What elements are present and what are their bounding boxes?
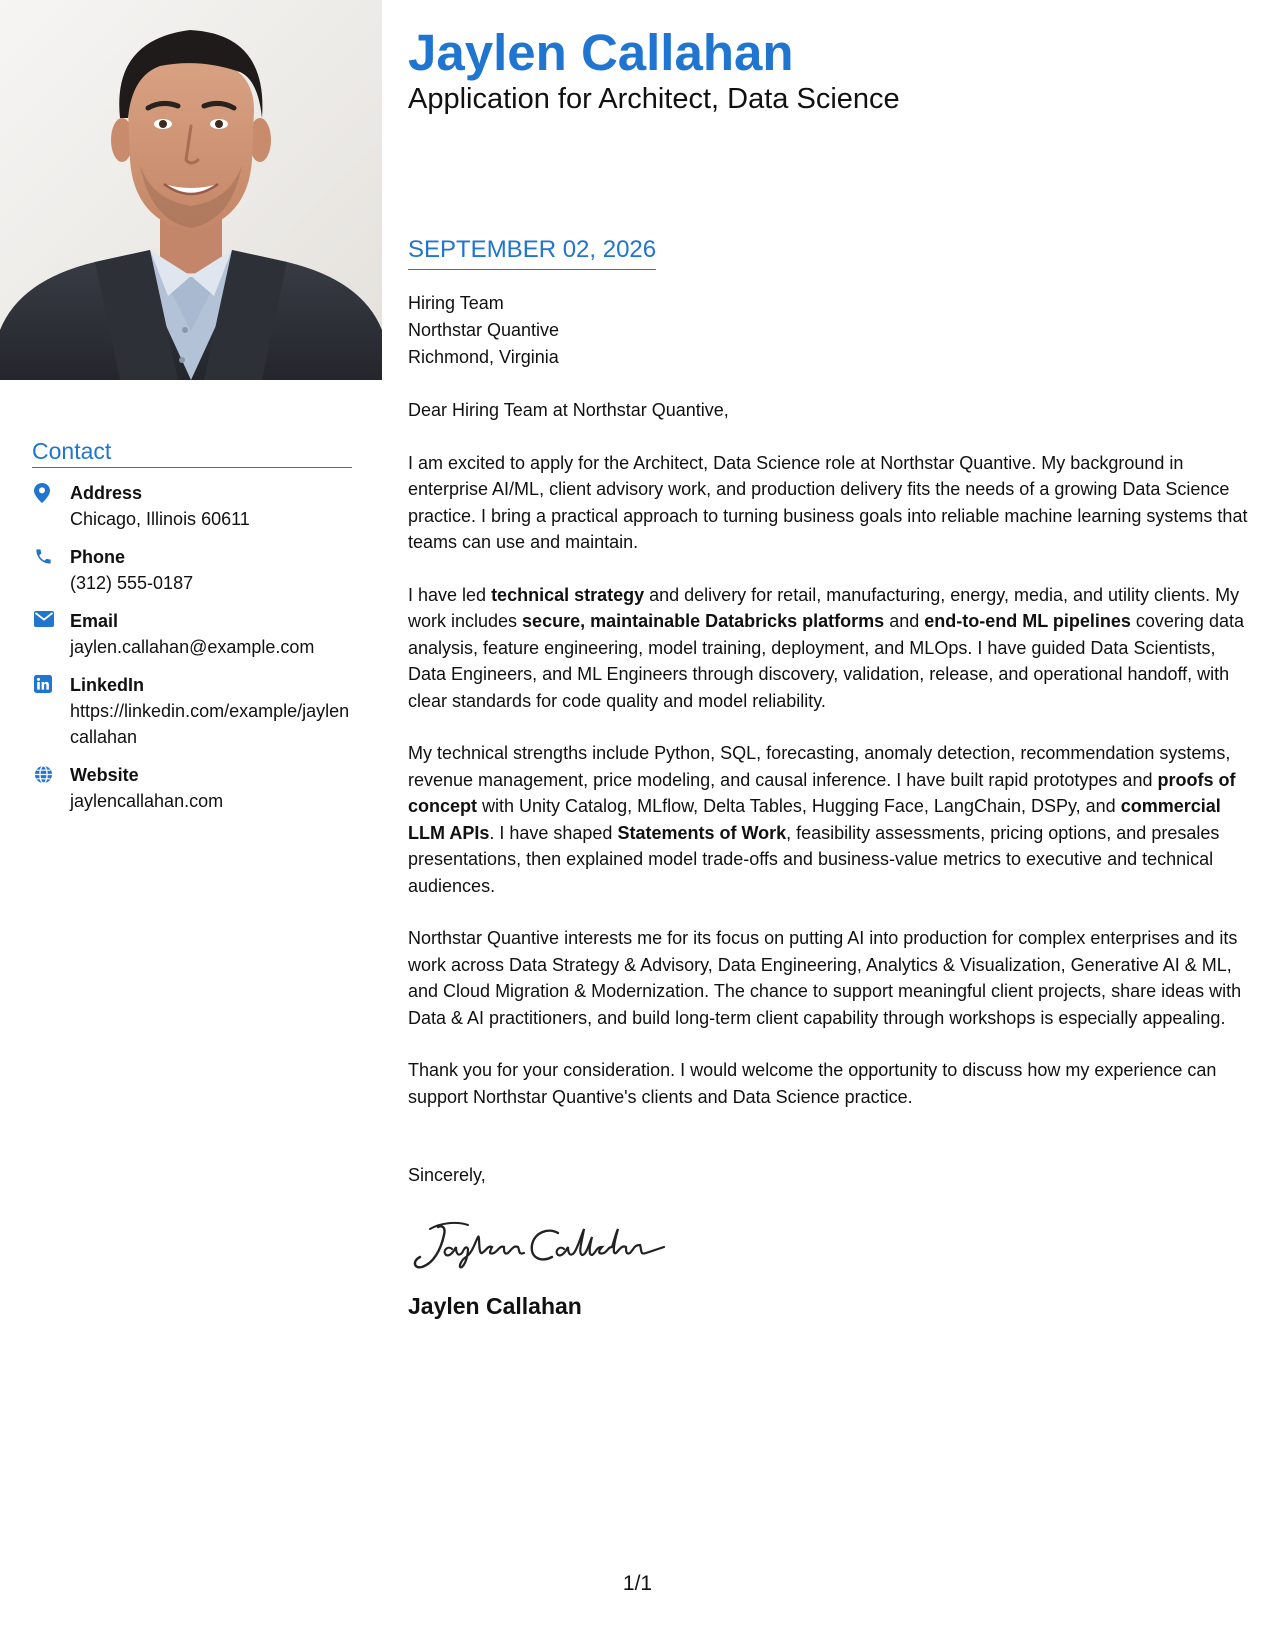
contact-item-phone: [32, 544, 352, 596]
contact-label: Website: [70, 765, 139, 785]
letter-paragraph: [408, 925, 1253, 1031]
contact-value: (312) 555-0187: [70, 573, 194, 593]
body-text: with Unity Catalog, MLflow, Delta Tables, Hugging Face, LangChain, DSPy, and: [477, 796, 1121, 816]
body-text: Northstar Quantive interests me for its focus on putting AI into production for complex enterprises and its work across Data Strategy & Advisory, Data Engineering, Analytics & Visualization, Generative AI & ML, and Cloud Migration & Modernization. The chance to support meaningful client projects, share ideas with Data & AI practitioners, and build long-term client capability through workshops is especially appealing.: [408, 928, 1242, 1028]
contact-value[interactable]: jaylen.callahan@example.com: [70, 637, 315, 657]
closing: Sincerely,: [408, 1165, 486, 1185]
contact-section: [32, 438, 352, 826]
recipient-block: [408, 290, 1253, 371]
emphasis-text: technical strategy: [491, 584, 645, 605]
emphasis-text: end-to-end ML pipelines: [924, 611, 1131, 631]
phone-icon: [32, 544, 70, 566]
sidebar: [0, 0, 382, 1650]
application-title: Application for Architect, Data Science: [408, 83, 900, 115]
globe-icon: [32, 762, 70, 784]
page-number: 1/1: [622, 1572, 653, 1595]
body-text: and: [884, 611, 925, 631]
letter-paragraph: [408, 740, 1253, 899]
contact-item-address: [32, 480, 352, 532]
body-text: I am excited to apply for the Architect, Data Science role at Northstar Quantive. My background in enterprise AI/ML, client advisory work, and production delivery fits the needs of a growing Data Science practice. I bring a practical approach to turning business goals into reliable machine learning systems that teams can use and maintain.: [408, 452, 1248, 552]
letter-paragraph: [408, 582, 1253, 715]
letter-body: [408, 397, 1253, 1189]
handwritten-signature: [408, 1215, 1253, 1279]
applicant-name: Jaylen Callahan: [408, 24, 794, 81]
body-text: I have led: [408, 584, 492, 605]
letter-main: [408, 22, 1253, 1320]
body-text: My technical strengths include Python, SQL, forecasting, anomaly detection, recommendation systems, revenue management, price modeling, and causal inference. I have built rapid prototypes and: [408, 743, 1231, 790]
contact-heading: Contact: [32, 438, 352, 468]
contact-item-website: [32, 762, 352, 814]
emphasis-text: proofs of concept: [408, 769, 1236, 816]
linkedin-icon: [32, 672, 70, 693]
contact-label: LinkedIn: [70, 675, 145, 695]
contact-value: Chicago, Illinois 60611: [70, 509, 250, 529]
body-text: and delivery for retail, manufacturing, energy, media, and utility clients. My work includes: [408, 584, 1240, 631]
emphasis-text: Statements of Work: [617, 822, 787, 843]
date-block: [408, 236, 656, 270]
contact-item-linkedin: [32, 672, 352, 750]
contact-label: Phone: [70, 547, 126, 567]
recipient-line: Richmond, Virginia: [408, 347, 559, 367]
recipient-line: Northstar Quantive: [408, 320, 560, 340]
body-text: , feasibility assessments, pricing options, and presales presentations, then explained model trade-offs and business-value metrics to executive and technical audiences.: [408, 822, 1220, 896]
salutation: Dear Hiring Team at Northstar Quantive,: [408, 400, 729, 420]
letter-paragraph: [408, 1057, 1253, 1110]
contact-label: Email: [70, 611, 119, 631]
signature-name: Jaylen Callahan: [408, 1292, 582, 1319]
map-pin-icon: [32, 480, 70, 503]
letter-paragraph: [408, 450, 1253, 556]
body-text: covering data analysis, feature engineering, model training, deployment, and MLOps. I have guided Data Scientists, Data Engineers, and ML Engineers through discovery, validation, release, and operational handoff, with clear standards for code quality and model reliability.: [408, 611, 1244, 711]
contact-list: [32, 480, 352, 814]
contact-value[interactable]: jaylencallahan.com: [70, 791, 224, 811]
recipient-line: Hiring Team: [408, 293, 504, 313]
body-text: Thank you for your consideration. I would welcome the opportunity to discuss how my experience can support Northstar Quantive's clients and Data Science practice.: [408, 1060, 1217, 1107]
contact-label: Address: [70, 483, 143, 503]
letter-date: SEPTEMBER 02, 2026: [408, 236, 657, 263]
contact-item-email: [32, 608, 352, 660]
emphasis-text: secure, maintainable Databricks platforms: [522, 611, 885, 631]
emphasis-text: commercial LLM APIs: [408, 796, 1221, 843]
body-text: . I have shaped: [489, 822, 618, 843]
profile-photo: [0, 0, 382, 380]
contact-value[interactable]: https://linkedin.com/example/jaylencallahan: [70, 701, 350, 747]
email-icon: [32, 608, 70, 627]
